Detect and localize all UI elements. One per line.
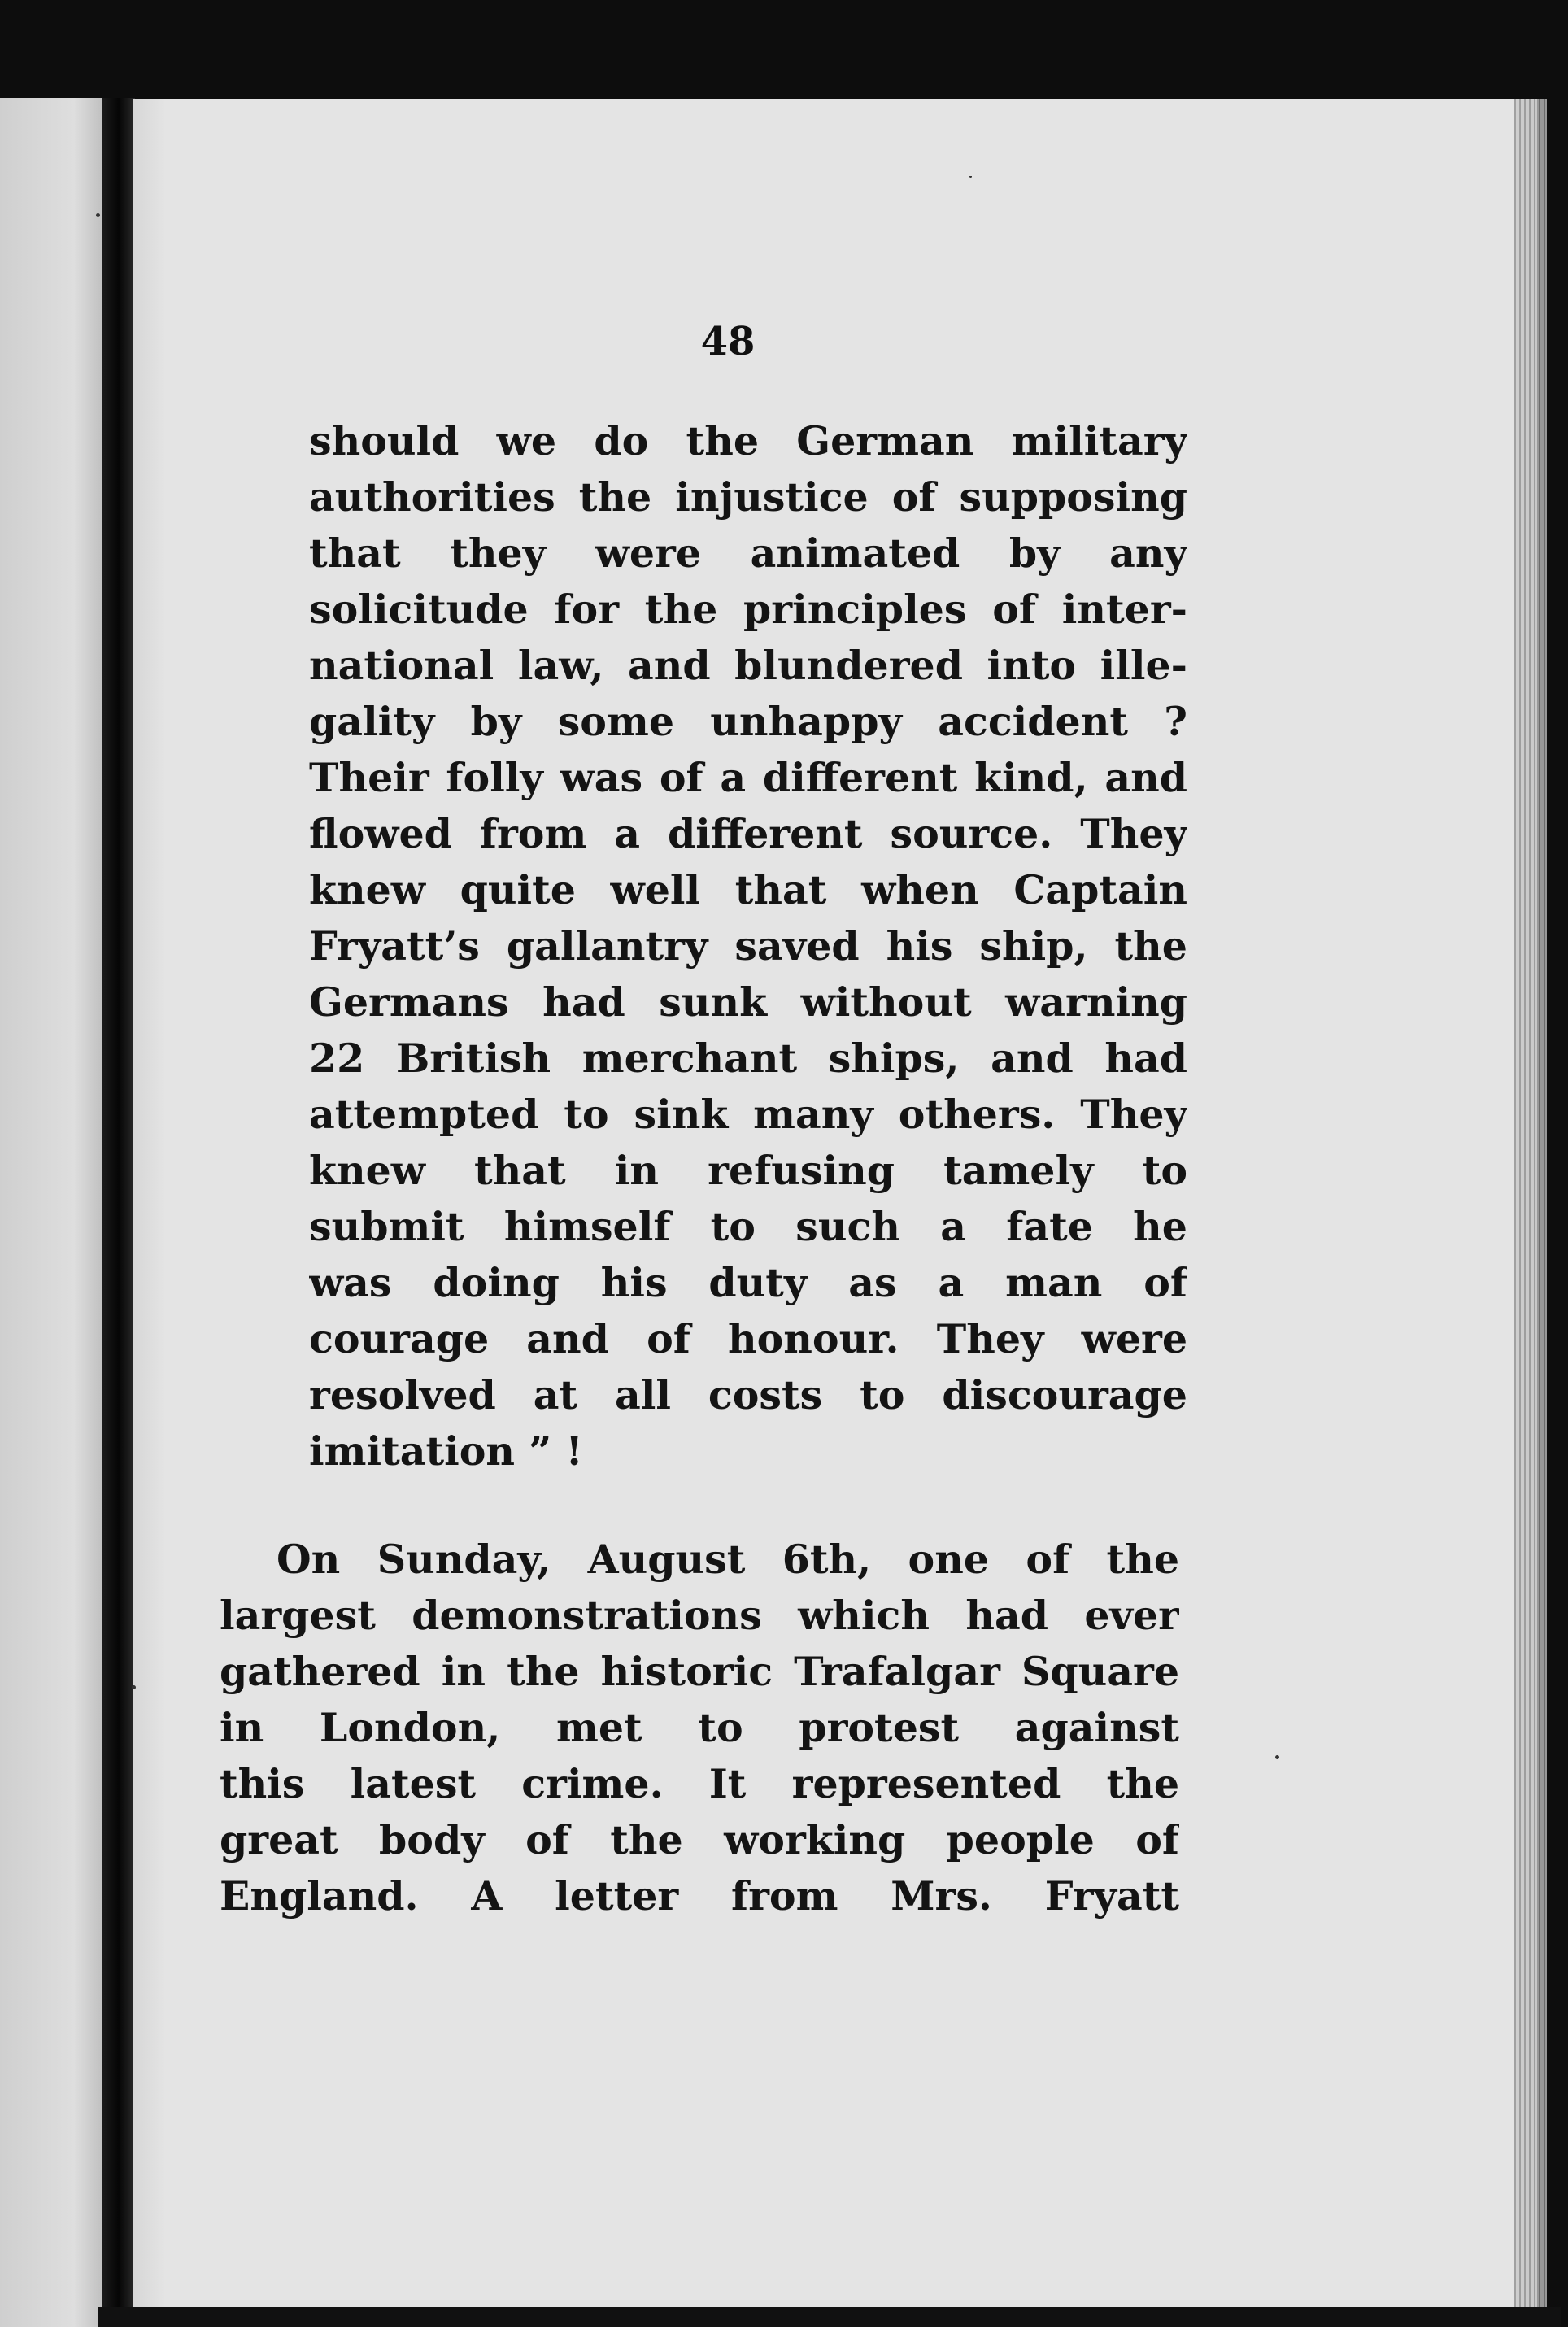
scan-speck [1275,1755,1279,1759]
text-line: this latest crime. It represented the [220,1760,1179,1807]
text-line: On Sunday, August 6th, one of the [277,1536,1179,1583]
text-line: attempted to sink many others. They [309,1091,1187,1138]
text-line: gality by some unhappy accident ? [309,698,1187,745]
paragraph-continued [309,413,1187,1479]
bottom-border [98,2307,1561,2327]
text-line: England. A letter from Mrs. Fryatt [220,1872,1179,1920]
text-line: largest demonstrations which had ever [220,1592,1179,1639]
text-line: solicitude for the principles of inter- [309,586,1187,633]
text-line: flowed from a different source. They [309,810,1187,857]
text-line: imitation ” ! [309,1427,583,1475]
text-line: 22 British merchant ships, and had [309,1035,1187,1082]
text-line: knew that in refusing tamely to [309,1147,1187,1194]
text-line: knew quite well that when Captain [309,866,1187,913]
facing-page-edge [0,98,106,2327]
text-line: gathered in the historic Trafalgar Square [220,1648,1179,1695]
text-line: Their folly was of a different kind, and [309,754,1187,801]
text-line: authorities the injustice of supposing [309,473,1187,521]
scan-speck [969,176,972,178]
text-line: Fryatt’s gallantry saved his ship, the [309,922,1187,970]
text-line: submit himself to such a fate he [309,1203,1187,1250]
text-line: should we do the German military [309,417,1187,464]
text-line: national law, and blundered into ille- [309,642,1187,689]
scan-speck [132,1685,136,1689]
paragraph-new [220,1532,1179,1924]
text-line: Germans had sunk without warning [309,978,1187,1026]
scan-speck [96,213,100,217]
page-stack-edge [1514,99,1547,2316]
text-line: courage and of honour. They were [309,1315,1187,1362]
page-number: 48 [700,319,756,364]
text-line: resolved at all costs to discourage [309,1371,1187,1418]
binding-gutter [102,98,135,2327]
text-line: great body of the working people of [220,1816,1179,1863]
text-line: was doing his duty as a man of [309,1259,1187,1306]
text-line: that they were animated by any [309,529,1187,577]
text-line: in London, met to protest against [220,1704,1179,1751]
